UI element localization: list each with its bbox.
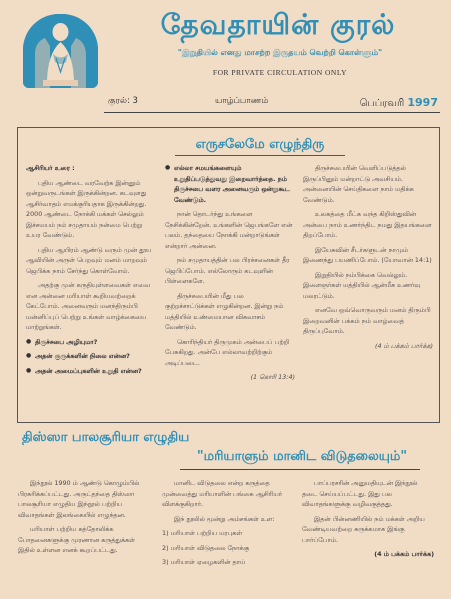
article-column-2: [162, 478, 290, 596]
paragraph: திருச்சபையின் மீது பல குற்றச்சாட்டுக்கள் எழுகின்றன. இன்று நம் மத்தியில் உண்மையான விசுவாசம் வேண்டும்.: [165, 291, 284, 331]
article-column-1: [18, 478, 150, 596]
bullet-paragraph: ● எல்லா சமயங்களையும் உறுதிப்படுத்துவது இறைவார்த்தை. நம் திருச்சபை வளர அனைவரும் ஒன்றுகூட வேண்டும்.: [165, 163, 295, 205]
issue-month: பெப்ரவரி: [359, 98, 405, 109]
paragraph: இதன் பின்னணியில் நம் மக்கள் அறிய வேண்டியவற்றை சுருக்கமாக இங்கு பார்ப்போம்.: [302, 514, 425, 544]
paragraph: இயேசுவின் சீடர்களுடன் நாமும் இணைந்து பயணிப்போம். (யோவான் 14:1): [303, 245, 432, 264]
paragraph: மானிட விடுதலை என்ற கருத்தை முன்வைத்து மரியாளின் பங்கை ஆசிரியர் விளக்குகிறார்.: [162, 479, 283, 508]
issue-number: குரல்: 3: [108, 96, 138, 106]
paragraph: எனவே ஒவ்வொருவரும் மனம் திரும்பி இறைவனின் பக்கம் நம் வாழ்வைத் திருப்புவோம்.: [303, 306, 431, 335]
paragraph: உலகத்தை மீட்க வந்த கிறிஸ்துவின் அன்பை நாம் உணர்ந்திட நமது இதயங்களை திறப்போம்.: [303, 210, 432, 239]
bullet-question: ● அதன் அமைப்புகளின் உறுதி என்ன?: [26, 366, 156, 377]
title-underline: [180, 469, 420, 470]
masthead-motto: "இறுதியில் எனது மாசற்ற இருதயம் வெற்றி கொள்ளும்": [177, 48, 383, 57]
paragraph: நம் சமுதாயத்தின் பல பிரச்சனைகள் தீர ஜெபிப்போம். எல்லோரும் கடவுளின் பிள்ளைகளே.: [165, 256, 290, 285]
editorial-heading: எருசலேமே எழுந்திரு: [175, 137, 345, 156]
list-item: 3) மரியாள் ஏழைகளின் தாய்: [162, 558, 246, 566]
bullet-question: ● அதன் குருக்களின் நிலை என்ன?: [26, 351, 156, 362]
publication-place: யாழ்ப்பாணம்: [215, 96, 269, 106]
editorial-column-1: [26, 163, 156, 418]
madonna-icon: [23, 14, 98, 88]
paragraph: இறுதியில் நம்பிக்கை வெல்லும். இளைஞர்கள் மத்தியில் ஆன்மீக உணர்வு மலரட்டும்.: [303, 270, 421, 300]
paragraph: திருச்சபையின் வெளிப்படுத்தல் இருப்பினும் மன்றாட்டு அவசியம். அன்னையின் செய்திகளை நாம் மதிக்க வேண்டும்.: [303, 164, 414, 204]
paragraph: புதிய ஆண்டை வரவேற்க இன்னும் ஒன்றுவருடங்கள் இருக்கின்றன. கடவுளது ஆசிர்வாதம் எமக்குரியதாக இருக்கின்றது. 2000 ஆண்டை நோக்கி மக்கள் செல்லும் இச்சமயம் நம் சமுதாயம் நன்மை பெற்று உயர வேண்டும்.: [26, 178, 147, 239]
editorial-column-3: [303, 163, 433, 418]
private-circulation-notice: FOR PRIVATE CIRCULATION ONLY: [212, 68, 348, 77]
issue-date: [360, 96, 438, 110]
continued-note: (4 ம் பக்கம் பார்க்க): [374, 550, 434, 558]
list-item: 1) மரியாள் பற்றிய மரபுகள்: [162, 529, 243, 537]
editorial-column-2: [165, 163, 295, 418]
paragraph: இந் நூலில் மூன்று அம்சங்கள் உள:: [174, 514, 275, 523]
bullet-question: ● திருச்சபை அழியுமா?: [26, 337, 156, 348]
madonna-logo: [23, 14, 98, 88]
article-author-heading: திஸ்ஸா பாலசூரியா எழுதிய: [22, 430, 190, 445]
article-column-3: [302, 478, 434, 596]
masthead-title: தேவதாயின் குரல்: [160, 8, 396, 41]
paragraph: பாப்பரசரின் அனுமதியுடன் இந்நூல் தடை செய்யப்பட்டது. இது பல விவாதங்களுக்கு வழிவகுத்தது.: [302, 479, 418, 508]
issue-year: 1997: [407, 96, 438, 109]
paragraph: மரியாள் பற்றிய கத்தோலிக்க போதனைகளுக்கு முரணான கருத்துக்கள் இதில் உள்ளன எனக் கூறப்பட்டது.: [18, 525, 135, 554]
continued-note: (4 ம் பக்கம் பார்க்க): [375, 341, 433, 350]
editorial-label: ஆசிரியர் உரை :: [26, 164, 75, 172]
list-item: 2) மரியாள் விடுதலை நோக்கு: [162, 543, 250, 552]
scripture-reference: (1 கொரி 13:4): [250, 373, 295, 381]
paragraph: நான் தொடர்ந்து உங்களை நேசிக்கின்றேன். உங்களின் ஜெபங்களே என் பலம். தந்தையை நோக்கி மன்றாடுங்கள் என்றார் அன்னை.: [165, 210, 293, 250]
masthead-rule: [104, 112, 440, 113]
article-title: "மரியாளும் மானிட விடுதலையும்": [196, 449, 408, 464]
paragraph: புதிய ஆயிரம் ஆண்டு வரும் முன் தூய ஆவியின் அருள் பெறவும் மனம் மாறவும் ஜெபிக்க நாம் சேர்ந்து கொள்வோம்.: [26, 245, 152, 275]
paragraph: இந்நூல் 1990 ம் ஆண்டு கொழும்பில் பிரசுரிக்கப்பட்டது. அருட்தந்தை திஸ்ஸா பாலசூரியா எழுதிய இந்நூல் பற்றிய விவாதங்கள் இலங்கையில் எழுந்தன.: [18, 479, 140, 519]
paragraph: கொரிந்தியர் திருமுகம் அன்பைப் பற்றி பேசுகிறது. அன்பே எல்லாவற்றிற்கும் அடிப்படை.: [165, 337, 290, 367]
issue-info-row: [108, 96, 438, 110]
paragraph: அதற்கு முன் கருதியுள்ளவைகள் எவை என அன்னை மரியாள் கூறியவற்றைக் கேட்போம். அனைவரும் மனந்திரும்பி மன்னிப்புப் பெற்று உங்கள் வாழ்க்கையை மாற்றுங்கள்.: [26, 281, 151, 331]
